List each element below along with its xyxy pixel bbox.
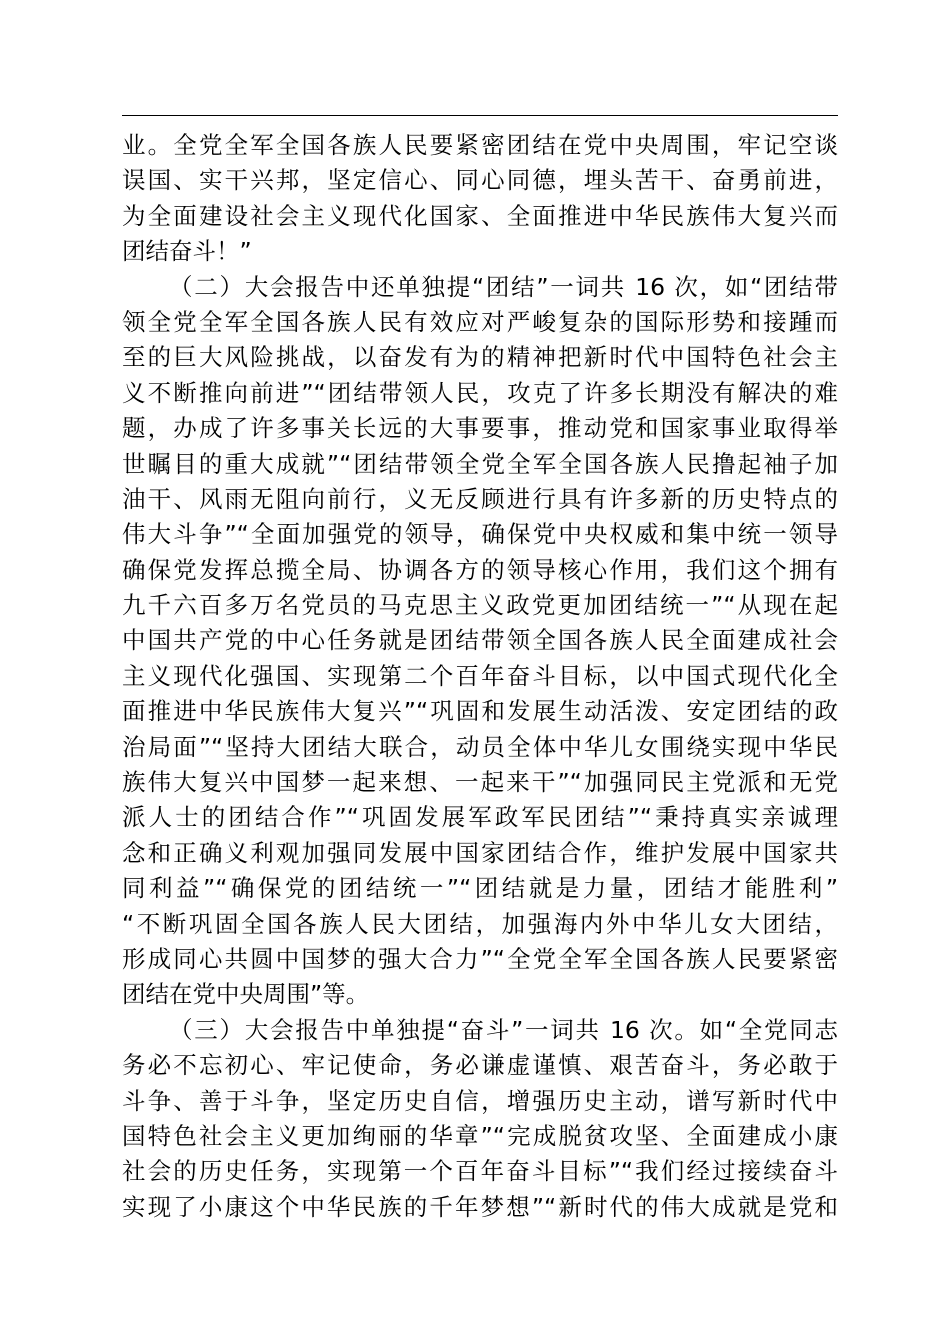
text-line: 世瞩目的重大成就”“团结带领全党全军全国各族人民撸起袖子加 [122,449,838,478]
text-line: 九千六百多万名党员的马克思主义政党更加团结统一”“从现在起 [122,591,838,620]
text-line: 团结奋斗！” [122,237,252,266]
text-line: 中国共产党的中心任务就是团结带领全国各族人民全面建成社会 [122,626,838,655]
text-line: 至的巨大风险挑战，以奋发有为的精神把新时代中国特色社会主 [122,343,838,372]
text-line: 伟大斗争”“全面加强党的领导，确保党中央权威和集中统一领导 [122,520,838,549]
text-line: 为全面建设社会主义现代化国家、全面推进中华民族伟大复兴而 [122,201,838,230]
text-line: 派人士的团结合作”“巩固发展军政军民团结”“秉持真实亲诚理 [122,803,838,832]
header-rule [122,115,838,116]
text-line: 误国、实干兴邦，坚定信心、同心同德，埋头苦干、奋勇前进， [122,166,838,195]
text-line: 面推进中华民族伟大复兴”“巩固和发展生动活泼、安定团结的政 [122,697,838,726]
text-line: 油干、风雨无阻向前行，义无反顾进行具有许多新的历史特点的 [122,484,838,513]
text-line: 国特色社会主义更加绚丽的华章”“完成脱贫攻坚、全面建成小康 [122,1121,838,1150]
text-line: （三）大会报告中单独提“奋斗”一词共 16 次。如“全党同志 [169,1015,838,1044]
text-line: 斗争、善于斗争，坚定历史自信，增强历史主动，谱写新时代中 [122,1086,838,1115]
text-line: 业。全党全军全国各族人民要紧密团结在党中央周围，牢记空谈 [122,131,838,159]
body-text [122,128,838,1225]
text-line: 题，办成了许多事关长远的大事要事，推动党和国家事业取得举 [122,414,838,443]
text-line: 形成同心共圆中国梦的强大合力”“全党全军全国各族人民要紧密 [122,944,838,973]
text-line: 念和正确义利观加强同发展中国家团结合作，维护发展中国家共 [122,838,838,867]
text-line: 族伟大复兴中国梦一起来想、一起来干”“加强同民主党派和无党 [122,768,838,797]
text-line: 社会的历史任务，实现第一个百年奋斗目标”“我们经过接续奋斗 [122,1157,838,1186]
text-line: 实现了小康这个中华民族的千年梦想”“新时代的伟大成就是党和 [122,1192,838,1221]
text-line: 义不断推向前进”“团结带领人民，攻克了许多长期没有解决的难 [122,378,838,407]
text-line: 确保党发挥总揽全局、协调各方的领导核心作用，我们这个拥有 [122,555,838,584]
text-line: 领全党全军全国各族人民有效应对严峻复杂的国际形势和接踵而 [122,307,838,336]
text-line: （二）大会报告中还单独提“团结”一词共 16 次，如“团结带 [169,272,838,301]
text-line: 同利益”“确保党的团结统一”“团结就是力量，团结才能胜利” [122,874,838,903]
text-line: 团结在党中央周围”等。 [122,980,370,1009]
text-line: “不断巩固全国各族人民大团结，加强海内外中华儿女大团结， [122,909,838,938]
text-line: 务必不忘初心、牢记使命，务必谦虚谨慎、艰苦奋斗，务必敢于 [122,1051,838,1080]
text-line: 主义现代化强国、实现第二个百年奋斗目标，以中国式现代化全 [122,661,838,690]
text-line: 治局面”“坚持大团结大联合，动员全体中华儿女围绕实现中华民 [122,732,838,761]
